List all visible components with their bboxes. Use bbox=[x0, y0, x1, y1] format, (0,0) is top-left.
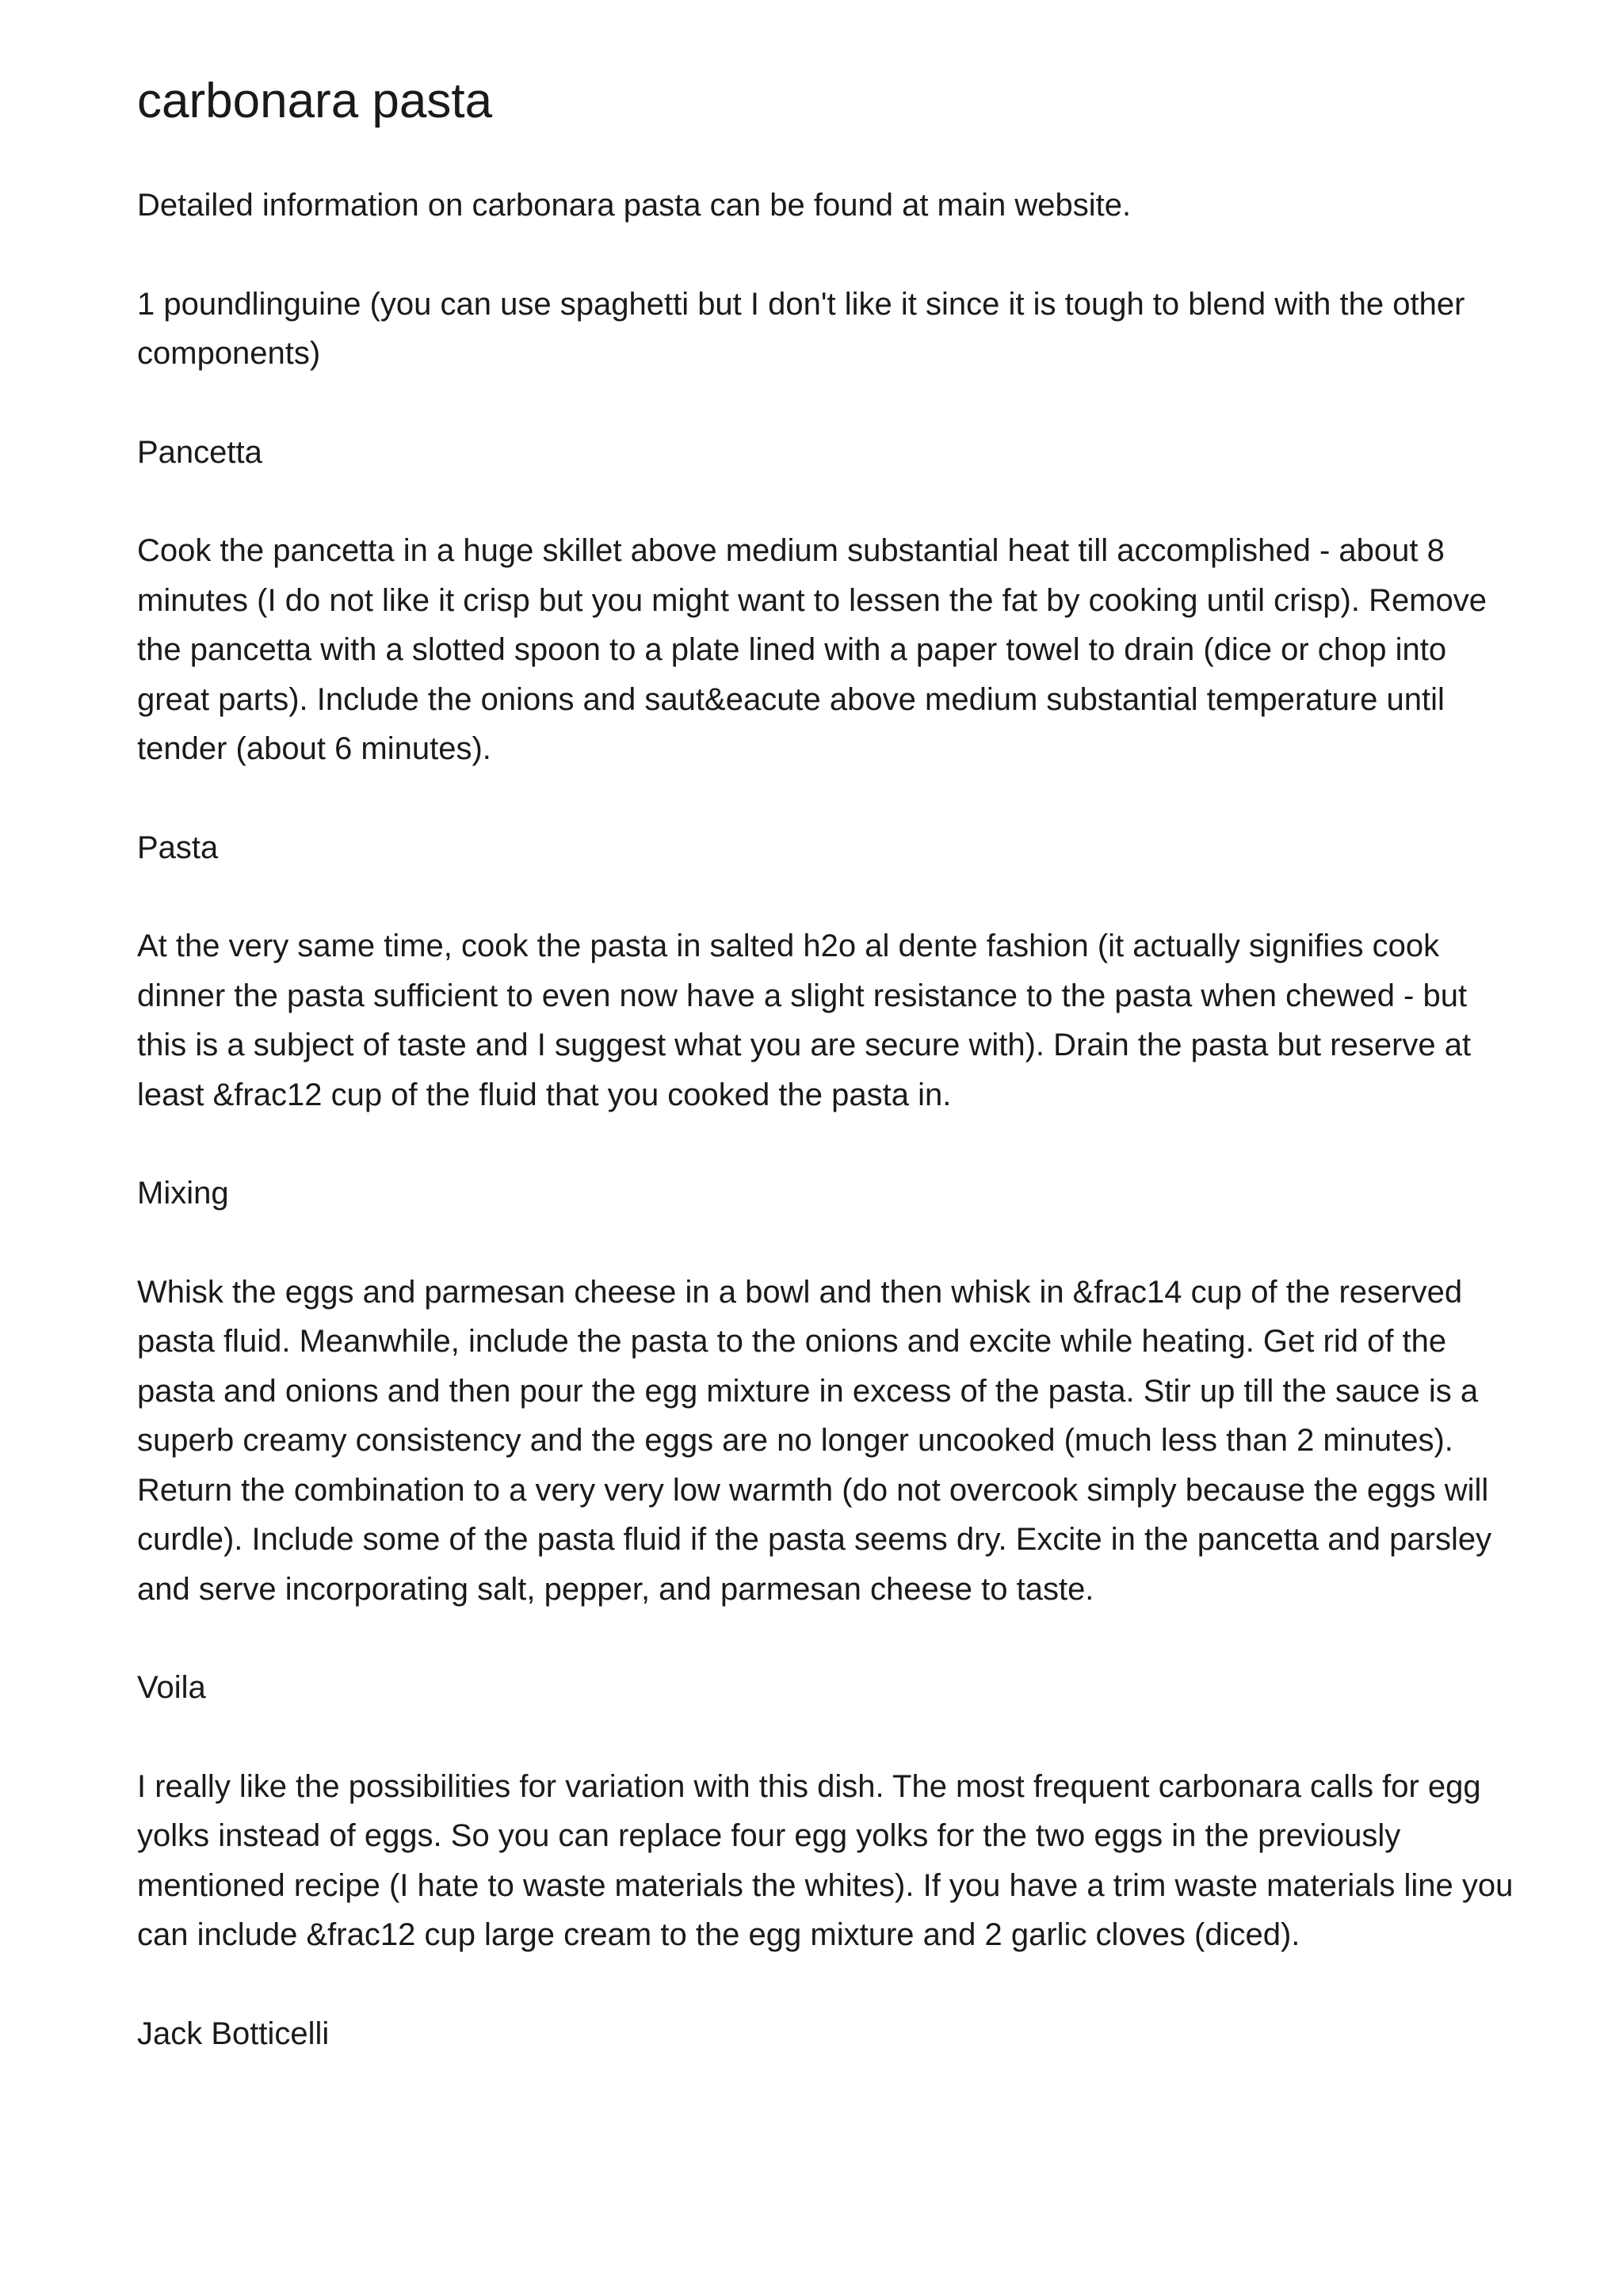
section-heading-voila: Voila bbox=[137, 1670, 206, 1705]
document-body bbox=[137, 181, 1516, 2107]
pasta-paragraph: At the very same time, cook the pasta in salted h2o al dente fashion (it actually signifies cook dinner the pasta sufficient to even now have a slight resistance to the pasta when chewed - but this is a subject of taste and I suggest what you are secure with). Drain the pasta but reserve at least &frac12 cup of the fluid that you cooked the pasta in. bbox=[137, 929, 1472, 1112]
voila-paragraph: I really like the possibilities for variation with this dish. The most frequent carbonara calls for egg yolks instead of eggs. So you can replace four egg yolks for the two eggs in the previously mentioned recipe (I hate to waste materials the whites). If you have a trim waste materials line you can include &frac12 cup large cream to the egg mixture and 2 garlic cloves (diced). bbox=[137, 1768, 1514, 1952]
author-signature: Jack Botticelli bbox=[137, 2016, 330, 2051]
section-heading-pancetta: Pancetta bbox=[137, 434, 262, 470]
pancetta-paragraph: Cook the pancetta in a huge skillet above medium substantial heat till accomplished - about 8 minutes (I do not like it crisp but you might want to lessen the fat by cooking until crisp). Remove the pancetta with a slotted spoon to a plate lined with a paper towel to drain (dice or chop into great parts). Include the onions and saut&eacute above medium substantial temperature until tender (about 6 minutes). bbox=[137, 533, 1487, 766]
section-heading-mixing: Mixing bbox=[137, 1176, 229, 1211]
document-title: carbonara pasta bbox=[137, 74, 493, 128]
ingredient-paragraph: 1 poundlinguine (you can use spaghetti but I don't like it since it is tough to blend with the other components) bbox=[137, 286, 1465, 371]
mixing-paragraph: Whisk the eggs and parmesan cheese in a bowl and then whisk in &frac14 cup of the reserved pasta fluid. Meanwhile, include the pasta to the onions and excite while heating. Get rid of the pasta and onions and then pour the egg mixture in excess of the pasta. Stir up till the sauce is a superb creamy consistency and the eggs are no longer uncooked (much less than 2 minutes). Return the combination to a very very low warmth (do not overcook simply because the eggs will curdle). Include some of the pasta fluid if the pasta seems dry. Excite in the pancetta and parsley and serve incorporating salt, pepper, and parmesan cheese to taste. bbox=[137, 1274, 1492, 1607]
intro-paragraph: Detailed information on carbonara pasta can be found at main website. bbox=[137, 188, 1132, 223]
section-heading-pasta: Pasta bbox=[137, 830, 219, 865]
